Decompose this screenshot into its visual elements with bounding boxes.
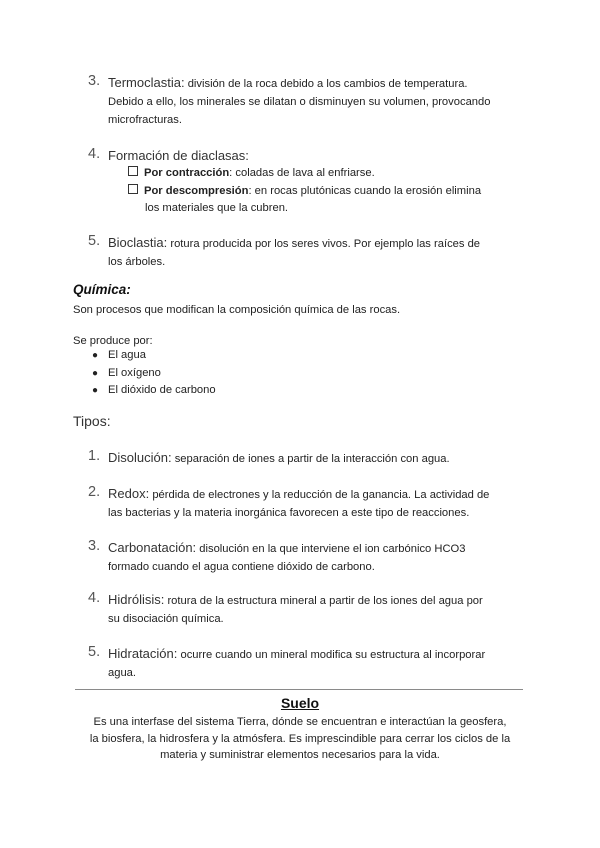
- bullet-icon: ●: [92, 367, 99, 379]
- item-term: Redox:: [108, 486, 150, 501]
- list-item-carbonatacion: [88, 539, 528, 576]
- list-item-diaclasas: [88, 147, 528, 166]
- item-description: rotura de la estructura mineral a partir de los iones del agua por: [167, 595, 483, 607]
- list-item: ● El agua: [92, 347, 216, 365]
- sub-item-title: Por contracción: [144, 167, 230, 179]
- bullet-icon: ●: [92, 350, 99, 361]
- section-heading-suelo: Suelo: [280, 695, 320, 711]
- list-number: 1.: [88, 448, 101, 464]
- list-item-hidratacion: [88, 645, 528, 682]
- bullet-list: [92, 347, 216, 400]
- item-description: división de la roca debido a los cambios de temperatura.: [187, 78, 468, 90]
- bullet-icon: ●: [92, 385, 99, 396]
- checkbox-icon: [128, 166, 138, 176]
- list-number: 5.: [88, 644, 101, 660]
- sub-item-title: Por descompresión: [144, 185, 249, 197]
- list-item-redox: [88, 485, 528, 522]
- list-item-termoclastia: [88, 74, 528, 129]
- item-term: Formación de diaclasas:: [108, 148, 249, 163]
- item-description: separación de iones a partir de la interacción con agua.: [174, 453, 450, 465]
- item-term: Termoclastia:: [108, 75, 185, 90]
- list-number: 3.: [88, 538, 101, 554]
- item-description: pérdida de electrones y la reducción de la ganancia. La actividad de: [152, 489, 490, 501]
- suelo-paragraph: [70, 714, 530, 764]
- item-description-continued: formado cuando el agua contiene dióxido de carbono.: [108, 561, 375, 573]
- item-description-continued: agua.: [108, 667, 136, 679]
- item-term: Bioclastia:: [108, 235, 168, 250]
- list-item-bioclastia: [88, 234, 528, 271]
- item-description-continued: microfracturas.: [108, 114, 182, 126]
- sub-item-text-continued: los materiales que la cubren.: [145, 202, 289, 214]
- item-description-continued: su disociación química.: [108, 613, 224, 625]
- item-term: Carbonatación:: [108, 540, 197, 555]
- tipos-heading: Tipos:: [73, 413, 111, 429]
- list-number: 4.: [88, 146, 101, 162]
- item-description-continued: Debido a ello, los minerales se dilatan o disminuyen su volumen, provocando: [108, 96, 491, 108]
- item-term: Hidrólisis:: [108, 592, 165, 607]
- quimica-intro: Son procesos que modifican la composición química de las rocas.: [73, 304, 401, 316]
- sub-item-text: : coladas de lava al enfriarse.: [229, 167, 375, 179]
- horizontal-divider: [75, 689, 523, 690]
- list-item-disolucion: [88, 449, 528, 468]
- item-term: Hidratación:: [108, 646, 178, 661]
- list-number: 3.: [88, 73, 101, 89]
- paragraph-line: materia y suministrar elementos necesarios para la vida.: [160, 749, 440, 761]
- item-description: ocurre cuando un mineral modifica su estructura al incorporar: [180, 649, 486, 661]
- paragraph-line: Es una interfase del sistema Tierra, dónde se encuentran e interactúan la geosfera,: [93, 716, 507, 728]
- list-number: 5.: [88, 233, 101, 249]
- item-term: Disolución:: [108, 450, 172, 465]
- list-item: ● El oxígeno: [92, 365, 216, 383]
- sub-item-descompresion: [128, 183, 528, 217]
- item-description-continued: las bacterias y la materia inorgánica favorecen a este tipo de reacciones.: [108, 507, 470, 519]
- checkbox-icon: [128, 184, 138, 194]
- produce-label: Se produce por:: [73, 335, 153, 347]
- item-description: disolución en la que interviene el ion carbónico HCO3: [199, 543, 466, 555]
- item-description: rotura producida por los seres vivos. Por ejemplo las raíces de: [170, 238, 481, 250]
- list-item: ● El dióxido de carbono: [92, 382, 216, 400]
- sub-item-contraccion: [128, 165, 528, 182]
- paragraph-line: la biosfera, la hidrosfera y la atmósfera. Es imprescindible para cerrar los ciclos de la: [89, 732, 511, 745]
- section-heading-quimica: Química:: [73, 282, 131, 297]
- list-number: 4.: [88, 590, 101, 606]
- sub-item-text: : en rocas plutónicas cuando la erosión elimina: [248, 185, 482, 197]
- list-item-hidrolisis: [88, 591, 528, 628]
- list-number: 2.: [88, 484, 101, 500]
- item-description-continued: los árboles.: [108, 256, 166, 268]
